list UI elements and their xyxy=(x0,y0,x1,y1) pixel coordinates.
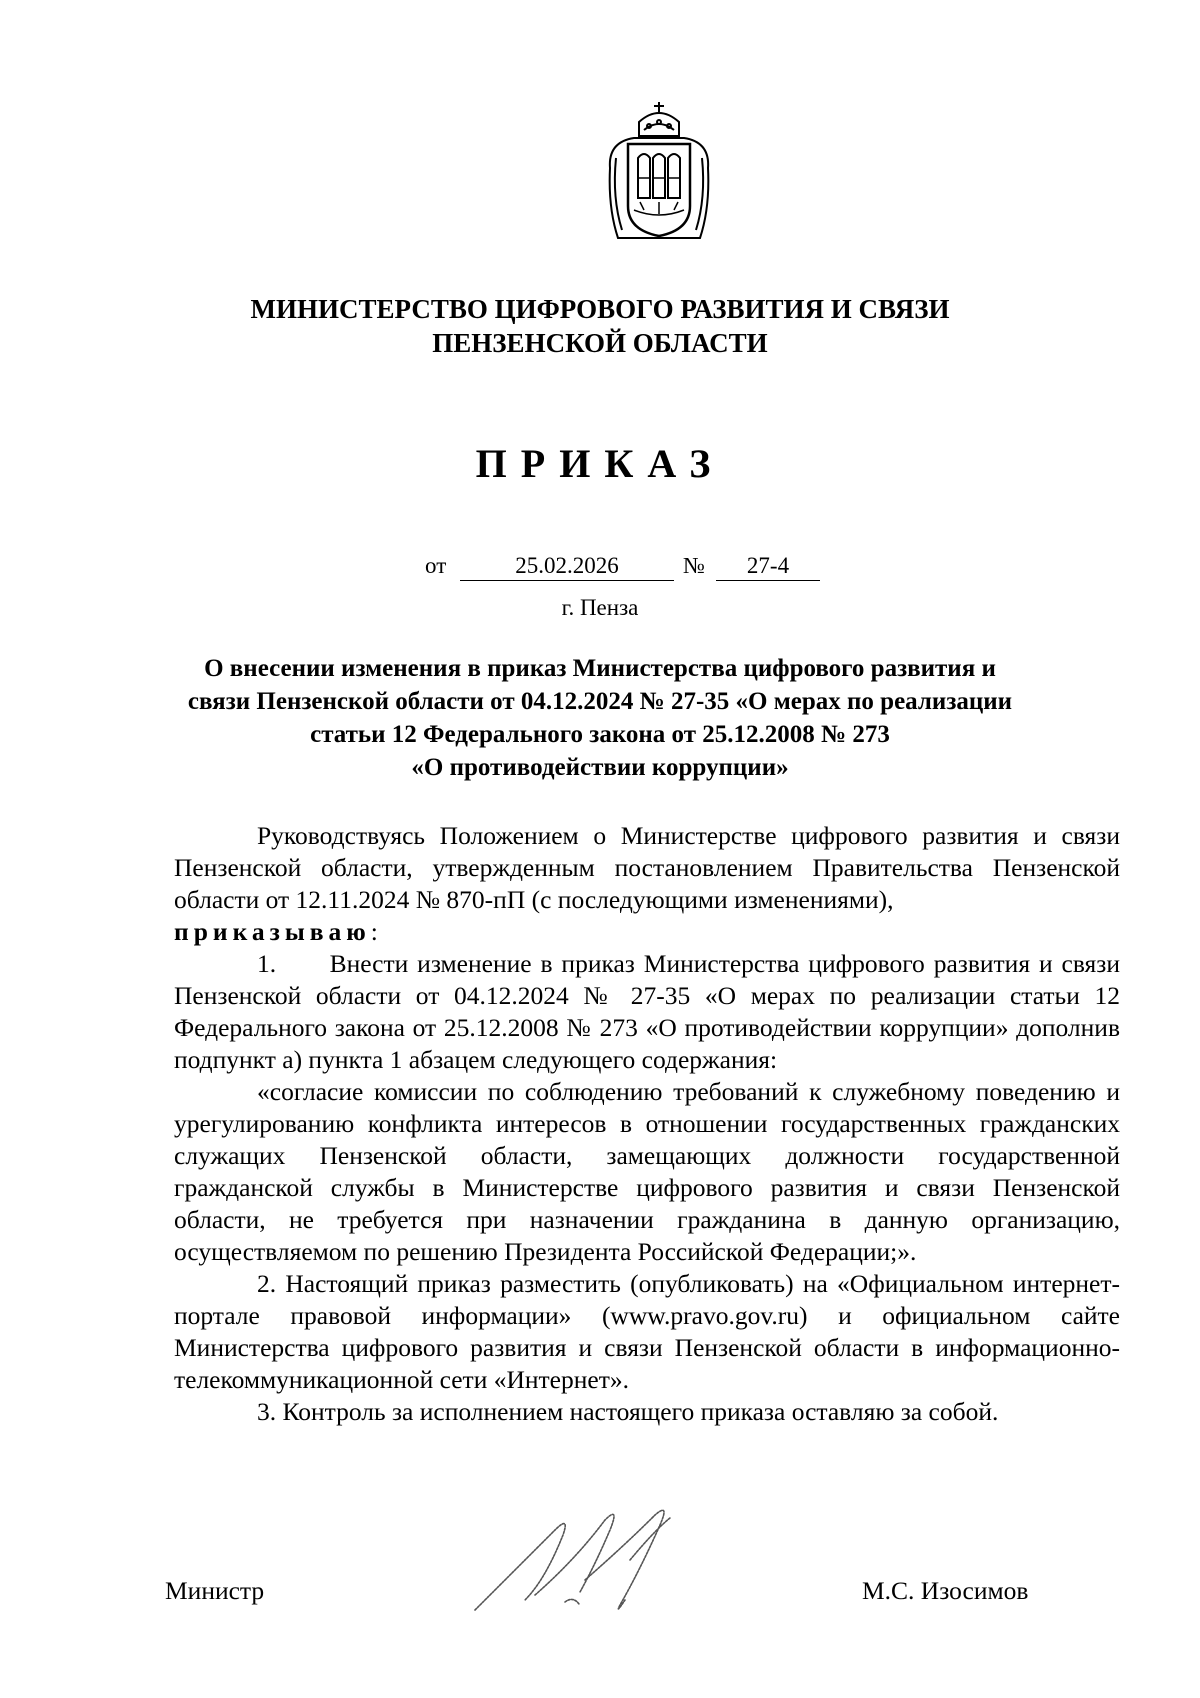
item-2-paragraph: 2. Настоящий приказ разместить (опубликовать) на «Официальном интернет-портале правовой информации» (www.pravo.gov.ru) и официальном сайте Министерства цифрового развития и связи Пензенской области в информационно-телекоммуникационной сети «Интернет». xyxy=(174,1269,1120,1394)
handwritten-signature xyxy=(455,1500,745,1620)
signatory-name: М.С. Изосимов xyxy=(862,1576,1029,1605)
item-3-paragraph: 3. Контроль за исполнением настоящего приказа оставляю за собой. xyxy=(257,1397,999,1426)
document-date: 25.02.2026 xyxy=(460,552,674,581)
item-1-text: Внести изменение в приказ Министерства цифрового развития и связи Пензенской области от 04.12.2024 № 27-35 «О мерах по реализации статьи 12 Федерального закона от 25.12.2008 № 273 «О противодействии коррупции» дополнив подпункт а) пункта 1 абзацем следующего содержания: xyxy=(174,949,1120,1074)
subject-line1: О внесении изменения в приказ Министерства цифрового развития и xyxy=(204,655,996,682)
order-word: приказываю xyxy=(174,917,371,946)
date-prefix: от xyxy=(425,553,447,578)
subject-line2: связи Пензенской области от 04.12.2024 № 27-35 «О мерах по реализации xyxy=(187,688,1013,715)
ministry-name-line2: ПЕНЗЕНСКОЙ ОБЛАСТИ xyxy=(432,328,768,358)
document-type-title: ПРИКАЗ xyxy=(475,441,725,486)
subject-line4: «О противодействии коррупции» xyxy=(411,754,789,781)
quoted-amendment-paragraph: «согласие комиссии по соблюдению требований к служебному поведению и урегулированию конфликта интересов в отношении государственных гражданских служащих Пензенской области, замещающих должности государственной гражданской службы в Министерстве цифрового развития и связи Пензенской области, не требуется при назначении гражданина в данную организацию, осуществляемом по решению Президента Российской Федерации;». xyxy=(174,1077,1120,1266)
signatory-position: Министр xyxy=(165,1576,265,1605)
item-1-paragraph xyxy=(174,948,1120,1076)
ministry-name xyxy=(0,292,1200,360)
coat-of-arms-emblem xyxy=(604,98,714,248)
number-prefix: № xyxy=(683,553,705,578)
document-city: г. Пенза xyxy=(561,595,639,620)
document-body xyxy=(174,820,1120,1428)
preamble-paragraph: Руководствуясь Положением о Министерстве цифрового развития и связи Пензенской области, утвержденным постановлением Правительства Пензенской области от 12.11.2024 № 870-пП (с последующими изменениями), xyxy=(174,821,1120,914)
ministry-name-line1: МИНИСТЕРСТВО ЦИФРОВОГО РАЗВИТИЯ И СВЯЗИ xyxy=(250,294,950,324)
document-subject xyxy=(150,652,1050,784)
document-number: 27-4 xyxy=(716,552,820,581)
order-colon: : xyxy=(370,917,378,946)
item-1-number: 1. xyxy=(257,949,277,978)
subject-line3: статьи 12 Федерального закона от 25.12.2008 № 273 xyxy=(310,721,890,748)
order-word-paragraph xyxy=(174,916,1120,948)
